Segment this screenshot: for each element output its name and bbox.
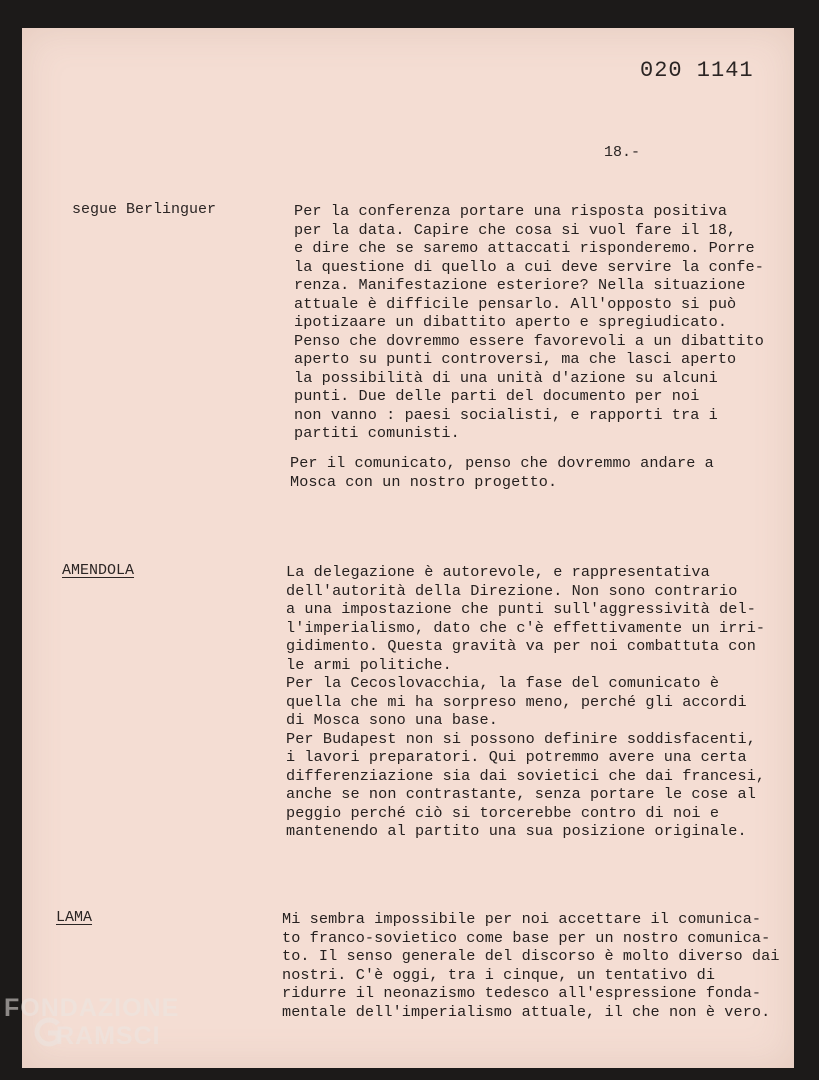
archive-number: 020 1141	[640, 58, 754, 83]
speaker-lama: LAMA	[56, 909, 93, 926]
berlinguer-paragraph-2: Per il comunicato, penso che dovremmo andare a Mosca con un nostro progetto.	[290, 454, 714, 491]
speaker-amendola: AMENDOLA	[62, 562, 135, 579]
archive-watermark	[0, 990, 220, 1080]
watermark-line-2: RAMSCI	[56, 1022, 161, 1050]
page-number: 18.-	[604, 144, 641, 161]
berlinguer-paragraph-1: Per la conferenza portare una risposta positiva per la data. Capire che cosa si vuol fare il 18, e dire che se saremo attaccati risponderemo. Porre la questione di quello a cui deve servire la confe- renza. Manifestazione esteriore? Nella situazione attuale è difficile pensarlo. All'opposto si può ipotizaare un dibattito aperto e spregiudicato. Penso che dovremmo essere favorevoli a un dibattito aperto su punti controversi, ma che lasci aperto la possibilità di una unità d'azione su alcuni punti. Due delle parti del documento per noi non vanno : paesi socialisti, e rapporti tra i partiti comunisti.	[294, 202, 764, 442]
lama-paragraph-1: Mi sembra impossibile per noi accettare il comunica- to franco-sovietico come base per un nostro comunica- to. Il senso generale del discorso è molto diverso dai nostri. C'è oggi, tra i cinque, un tentativo di ridurre il neonazismo tedesco all'espressione fonda- mentale dell'imperialismo attuale, il che non è vero.	[282, 910, 780, 1021]
amendola-paragraph-1: La delegazione è autorevole, e rappresentativa dell'autorità della Direzione. Non sono contrario a una impostazione che punti sull'aggressività del- l'imperialismo, dato che c'è effettivamente un irri- gidimento. Questa gravità va per noi combattuta con le armi politiche. Per la Cecoslovacchia, la fase del comunicato è quella che mi ha sorpreso meno, perché gli accordi di Mosca sono una base. Per Budapest non si possono definire soddisfacenti, i lavori preparatori. Qui potremmo avere una certa differenziazione sia dai sovietici che dai francesi, anche se non contrastante, senza portare le cose al peggio perché ciò si torcerebbe contro di noi e mantenendo al partito una sua posizione originale.	[286, 563, 766, 840]
document-page	[22, 28, 794, 1068]
speaker-berlinguer: segue Berlinguer	[72, 201, 217, 218]
watermark-line-1: FONDAZIONE	[4, 994, 180, 1022]
